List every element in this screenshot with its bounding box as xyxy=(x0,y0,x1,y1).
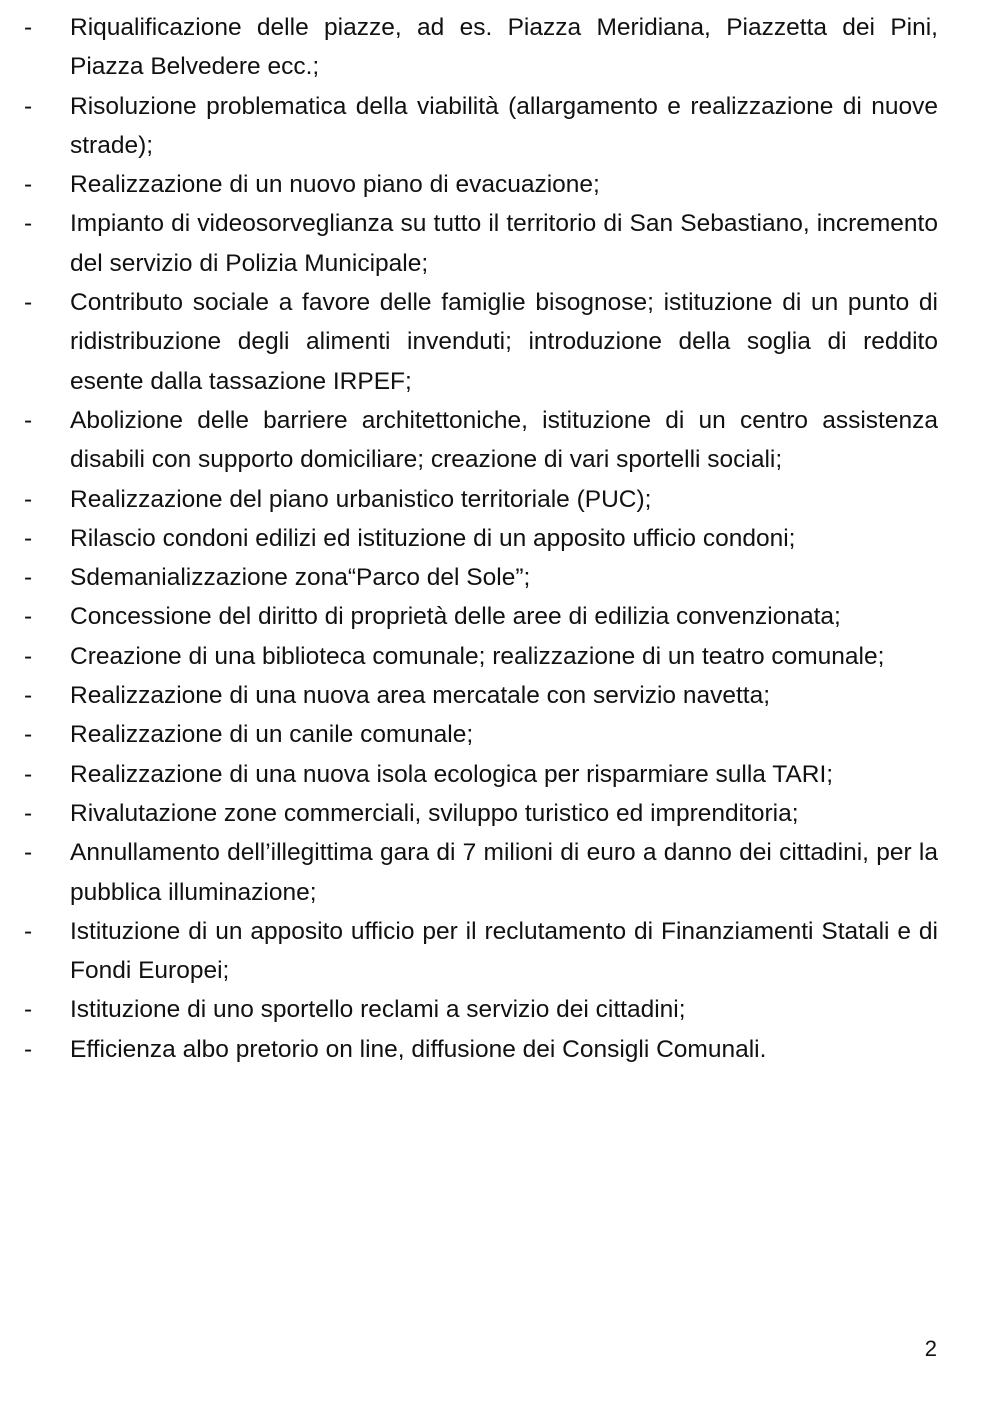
list-item xyxy=(24,165,938,204)
dash-bullet: - xyxy=(24,682,33,710)
dash-bullet: - xyxy=(24,14,33,41)
list-item xyxy=(24,204,938,283)
list-item-text: Realizzazione del piano urbanistico territoriale (PUC); xyxy=(70,485,652,513)
dash-bullet: - xyxy=(24,917,33,945)
list-item-text: Abolizione delle barriere architettoniche, istituzione di un centro assistenza disabili con supporto domiciliare; creazione di vari sportelli sociali; xyxy=(70,406,938,474)
dash-bullet: - xyxy=(24,210,33,238)
list-item-text: Rivalutazione zone commerciali, sviluppo turistico ed imprenditoria; xyxy=(70,799,799,827)
list-item-text: Rilascio condoni edilizi ed istituzione di un apposito ufficio condoni; xyxy=(70,524,796,552)
list-item xyxy=(24,794,938,833)
list-item xyxy=(24,87,938,166)
list-item-text: Creazione di una biblioteca comunale; realizzazione di un teatro comunale; xyxy=(70,642,885,670)
dash-bullet: - xyxy=(24,760,33,788)
list-item-text: Istituzione di uno sportello reclami a servizio dei cittadini; xyxy=(70,996,686,1024)
list-item-text: Riqualificazione delle piazze, ad es. Piazza Meridiana, Piazzetta dei Pini, Piazza Belvedere ecc.; xyxy=(70,14,938,81)
dash-bullet: - xyxy=(24,524,33,552)
dash-bullet: - xyxy=(24,485,33,513)
list-item xyxy=(24,912,938,991)
list-item-text: Istituzione di un apposito ufficio per il reclutamento di Finanziamenti Statali e di Fondi Europei; xyxy=(70,917,938,985)
list-item xyxy=(24,8,938,87)
list-item-text: Annullamento dell’illegittima gara di 7 milioni di euro a danno dei cittadini, per la pubblica illuminazione; xyxy=(70,839,938,906)
dash-bullet: - xyxy=(24,642,33,670)
dash-bullet: - xyxy=(24,289,33,317)
list-item xyxy=(24,637,938,676)
list-item-text: Efficienza albo pretorio on line, diffusione dei Consigli Comunali. xyxy=(70,1035,767,1063)
list-item xyxy=(24,401,938,480)
list-item xyxy=(24,480,938,519)
list-item-text: Concessione del diritto di proprietà delle aree di edilizia convenzionata; xyxy=(70,603,841,631)
dash-bullet: - xyxy=(24,171,33,199)
dash-bullet: - xyxy=(24,92,33,120)
program-item-list xyxy=(24,8,938,1069)
page-number: 2 xyxy=(924,1336,937,1361)
dash-bullet: - xyxy=(24,1035,33,1063)
dash-bullet: - xyxy=(24,564,33,592)
list-item xyxy=(24,755,938,794)
list-item xyxy=(24,990,938,1029)
dash-bullet: - xyxy=(24,406,33,434)
list-item xyxy=(24,283,938,401)
list-item-text: Contributo sociale a favore delle famiglie bisognose; istituzione di un punto di ridistribuzione degli alimenti invenduti; introduzione della soglia di reddito esente dalla tassazione IRPEF; xyxy=(70,289,938,395)
list-item xyxy=(24,1030,938,1069)
dash-bullet: - xyxy=(24,996,33,1024)
list-item-text: Realizzazione di un canile comunale; xyxy=(70,721,474,749)
dash-bullet: - xyxy=(24,799,33,827)
dash-bullet: - xyxy=(24,839,33,867)
list-item-text: Sdemanializzazione zona“Parco del Sole”; xyxy=(70,564,531,592)
list-item xyxy=(24,558,938,597)
dash-bullet: - xyxy=(24,721,33,749)
list-item-text: Risoluzione problematica della viabilità (allargamento e realizzazione di nuove strade); xyxy=(70,92,938,159)
list-item-text: Realizzazione di un nuovo piano di evacuazione; xyxy=(70,171,600,199)
list-item xyxy=(24,833,938,912)
list-item xyxy=(24,715,938,754)
list-item xyxy=(24,597,938,636)
list-item xyxy=(24,519,938,558)
dash-bullet: - xyxy=(24,603,33,631)
list-item xyxy=(24,676,938,715)
list-item-text: Realizzazione di una nuova isola ecologica per risparmiare sulla TARI; xyxy=(70,760,834,788)
list-item-text: Realizzazione di una nuova area mercatale con servizio navetta; xyxy=(70,682,771,710)
list-item-text: Impianto di videosorveglianza su tutto il territorio di San Sebastiano, incremento del servizio di Polizia Municipale; xyxy=(70,210,938,277)
